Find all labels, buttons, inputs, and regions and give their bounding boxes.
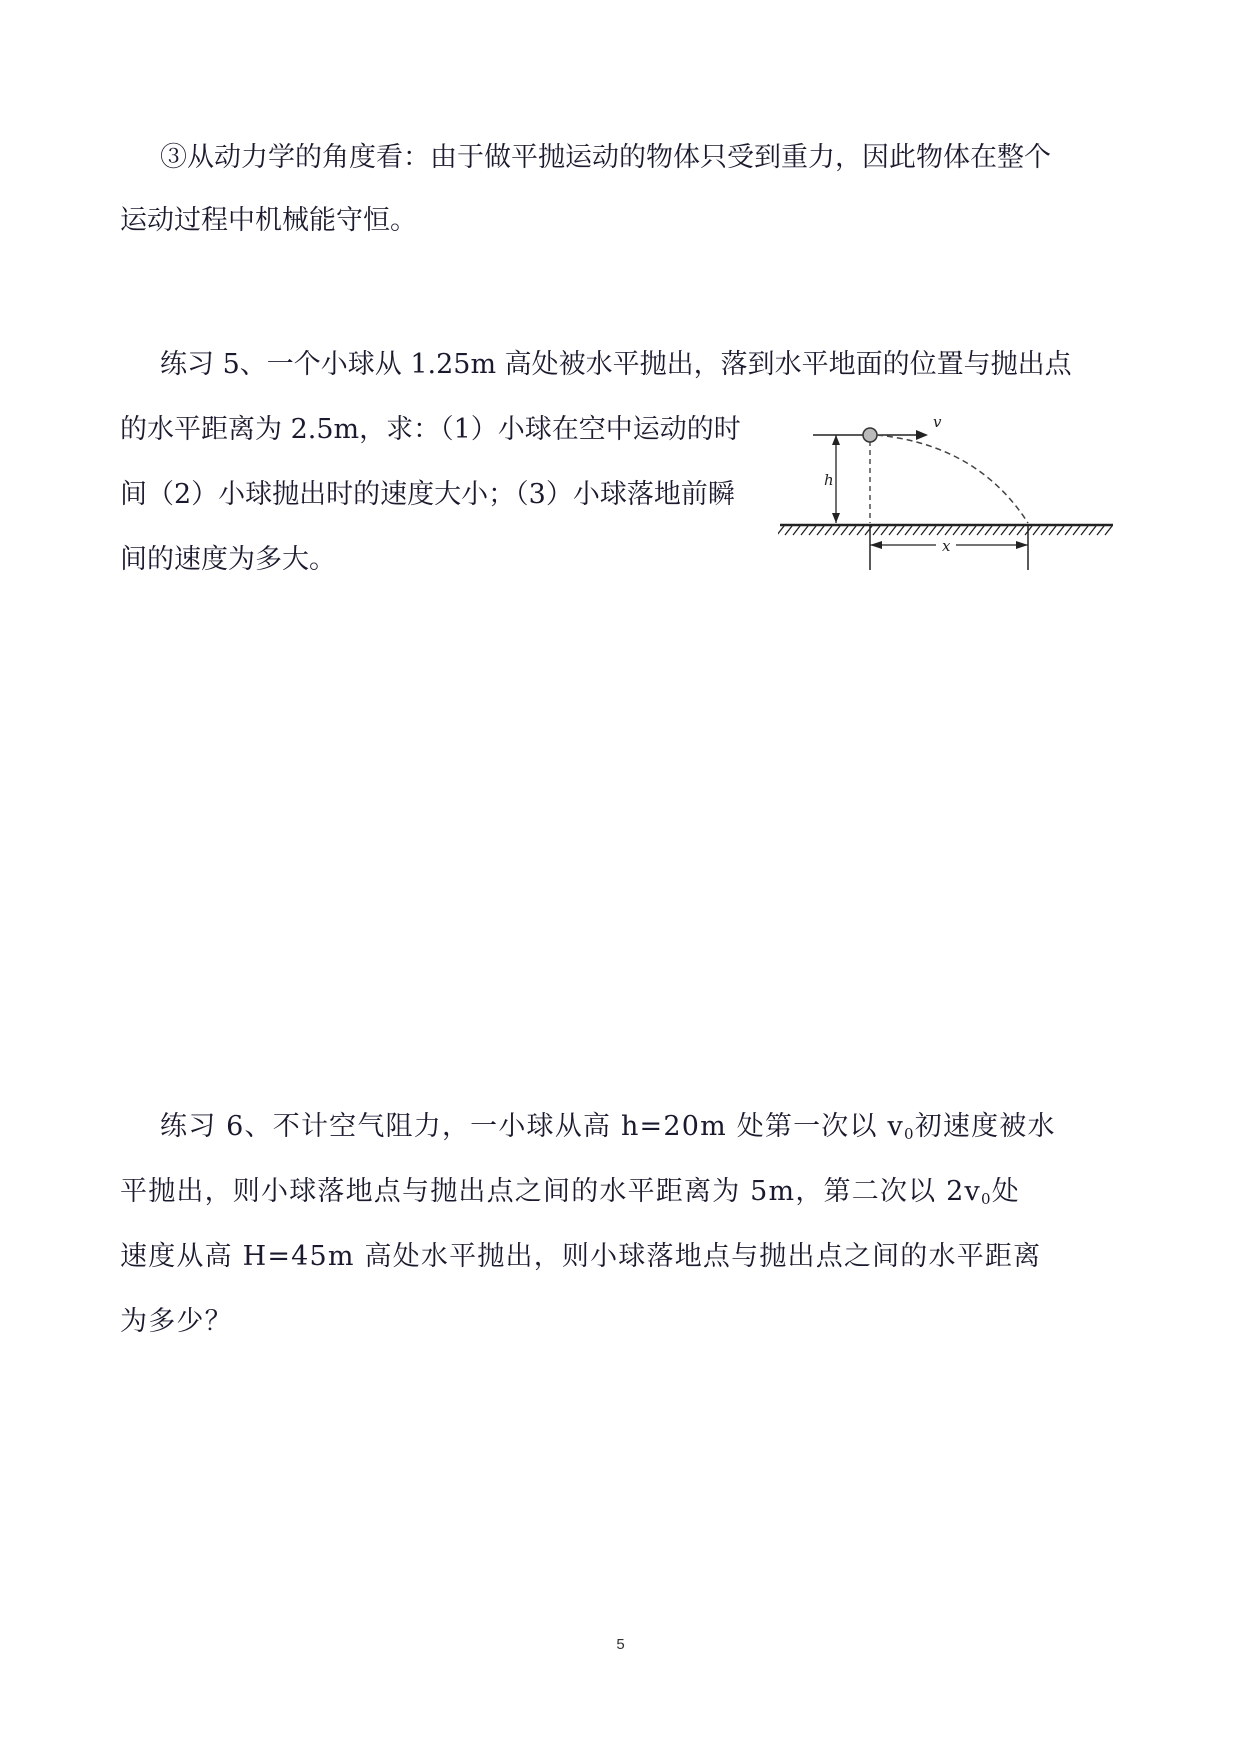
hatch-stroke: [921, 526, 928, 535]
hatch-stroke: [961, 526, 968, 535]
hatch-stroke: [1049, 526, 1056, 535]
label-h: h: [824, 471, 834, 489]
x-arrow-right-icon: [1016, 541, 1028, 549]
hatch-stroke: [865, 526, 872, 535]
label-x: x: [942, 537, 951, 555]
v0-subscript-2: 0: [980, 1190, 992, 1208]
label-v: v: [933, 413, 942, 431]
hatch-stroke: [1009, 526, 1016, 535]
hatch-stroke: [969, 526, 976, 535]
hatch-stroke: [778, 526, 784, 535]
hatch-stroke: [809, 526, 816, 535]
hatch-stroke: [1097, 526, 1104, 535]
hatch-stroke: [1065, 526, 1072, 535]
hatch-stroke: [905, 526, 912, 535]
hatch-stroke: [881, 526, 888, 535]
hatch-stroke: [897, 526, 904, 535]
hatch-stroke: [1105, 526, 1112, 535]
exercise-6-line-2: [120, 1169, 1020, 1208]
exercise-5-line-2: 的水平距离为 2.5m，求：（1）小球在空中运动的时: [120, 414, 741, 445]
trajectory-curve: [877, 435, 1028, 523]
hatch-stroke: [833, 526, 840, 535]
hatch-stroke: [1089, 526, 1096, 535]
hatch-stroke: [1033, 526, 1040, 535]
hatch-stroke: [985, 526, 992, 535]
hatch-stroke: [1041, 526, 1048, 535]
v0-subscript: 0: [903, 1125, 915, 1143]
hatch-stroke: [1057, 526, 1064, 535]
hatch-stroke: [929, 526, 936, 535]
hatch-stroke: [937, 526, 944, 535]
hatch-stroke: [993, 526, 1000, 535]
height-arrow-up-icon: [832, 435, 840, 445]
hatch-stroke: [1073, 526, 1080, 535]
hatch-stroke: [1001, 526, 1008, 535]
exercise-6-line-1-end: 初速度被水: [914, 1111, 1056, 1142]
exercise-5-line-1: 练习 5、一个小球从 1.25m 高处被水平抛出，落到水平地面的位置与抛出点: [160, 349, 1072, 380]
exercise-6-line-1-text: 练习 6、不计空气阻力，一小球从高 h=20m 处第一次以 v: [160, 1111, 904, 1142]
exercise-5-line-4: 间的速度为多大。: [120, 544, 336, 575]
ground-hatching: [778, 526, 1112, 535]
hatch-stroke: [945, 526, 952, 535]
exercise-6-line-3: 速度从高 H=45m 高处水平抛出，则小球落地点与抛出点之间的水平距离: [120, 1241, 1042, 1272]
hatch-stroke: [785, 526, 792, 535]
hatch-stroke: [913, 526, 920, 535]
hatch-stroke: [857, 526, 864, 535]
hatch-stroke: [1081, 526, 1088, 535]
exercise-6-line-2-end: 处: [991, 1176, 1020, 1207]
section-3-line-2: 运动过程中机械能守恒。: [120, 205, 417, 236]
hatch-stroke: [817, 526, 824, 535]
hatch-stroke: [873, 526, 880, 535]
hatch-stroke: [825, 526, 832, 535]
hatch-stroke: [889, 526, 896, 535]
hatch-stroke: [793, 526, 800, 535]
velocity-arrowhead-icon: [916, 430, 928, 440]
page-number: 5: [616, 1636, 625, 1653]
exercise-6-line-2-text: 平抛出，则小球落地点与抛出点之间的水平距离为 5m，第二次以 2v: [120, 1176, 981, 1207]
section-3-line-1: ③从动力学的角度看：由于做平抛运动的物体只受到重力，因此物体在整个: [160, 142, 1051, 173]
hatch-stroke: [953, 526, 960, 535]
projectile-diagram: [778, 405, 1118, 585]
exercise-5-line-3: 间（2）小球抛出时的速度大小；（3）小球落地前瞬: [120, 479, 735, 510]
height-arrow-down-icon: [832, 513, 840, 523]
ball-icon: [863, 428, 877, 442]
exercise-6-line-1: [160, 1104, 1056, 1143]
hatch-stroke: [849, 526, 856, 535]
hatch-stroke: [841, 526, 848, 535]
hatch-stroke: [977, 526, 984, 535]
hatch-stroke: [1017, 526, 1024, 535]
exercise-6-line-4: 为多少？: [120, 1306, 233, 1337]
x-arrow-left-icon: [870, 541, 882, 549]
hatch-stroke: [801, 526, 808, 535]
